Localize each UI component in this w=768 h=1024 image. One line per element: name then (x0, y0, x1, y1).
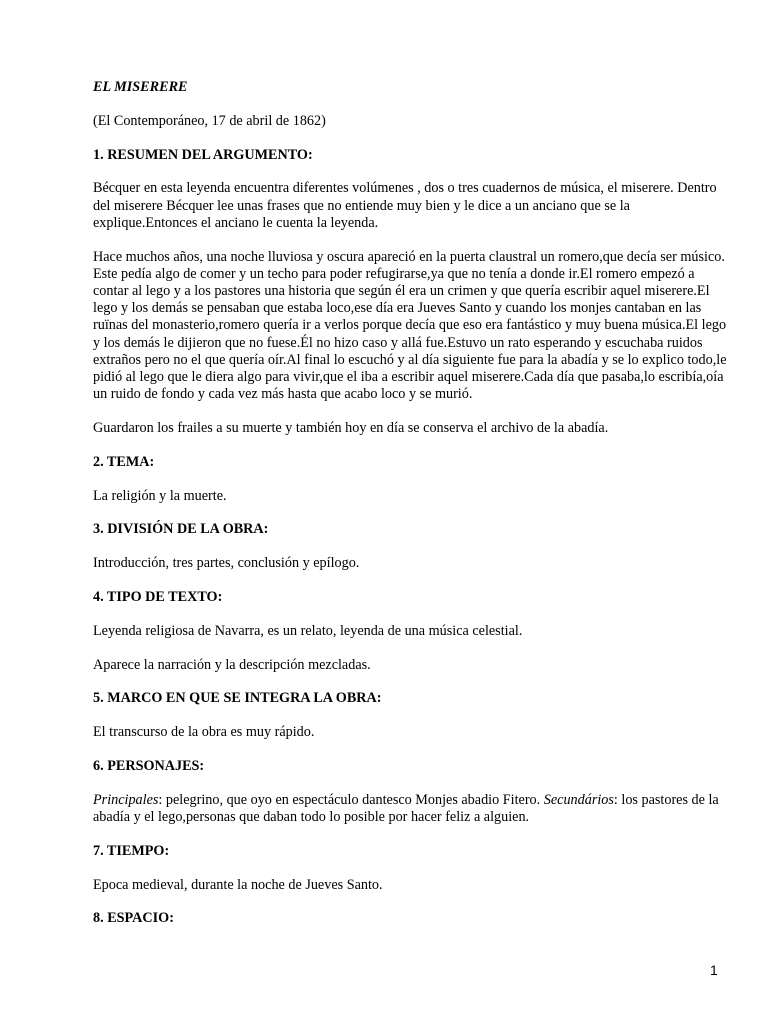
document-page (93, 79, 729, 944)
section-heading-resumen: 1. RESUMEN DEL ARGUMENTO: (93, 146, 313, 163)
section-heading-tipo: 4. TIPO DE TEXTO: (93, 589, 223, 605)
resumen-paragraph-1: Bécquer en esta leyenda encuentra diferentes volúmenes , dos o tres cuadernos de música, el miserere. Dentro del miserere Bécquer lee unas frases que no entiende muy bien y le dice a un anciano que se la explique.Entonces el anciano le cuenta la leyenda. (93, 180, 717, 231)
section-heading-tiempo: 7. TIEMPO: (93, 842, 170, 859)
tema-paragraph: La religión y la muerte. (93, 487, 227, 504)
secundarios-label: Secundários (543, 791, 614, 808)
source-line: (El Contemporáneo, 17 de abril de 1862) (93, 112, 326, 129)
page-number: 1 (710, 962, 718, 978)
secundarios-text: : los pastores de la abadía y el lego,personas que daban todo lo posible por hacer feliz a alguien. (93, 791, 719, 825)
section-heading-marco: 5. MARCO EN QUE SE INTEGRA LA OBRA: (93, 690, 382, 707)
tipo-paragraph-1: Leyenda religiosa de Navarra, es un relato, leyenda de una música celestial. (93, 622, 523, 639)
principales-text: : pelegrino, que oyo en espectáculo dantesco Monjes abadio Fitero. (158, 791, 544, 808)
section-heading-personajes: 6. PERSONAJES: (93, 757, 205, 774)
division-paragraph: Introducción, tres partes, conclusión y epílogo. (93, 555, 360, 572)
marco-paragraph: El transcurso de la obra es muy rápido. (93, 724, 315, 741)
resumen-paragraph-2: Hace muchos años, una noche lluviosa y oscura apareció en la puerta claustral un romero,que decía ser músico. Este pedía algo de comer y un techo para poder refugirarse,ya que no tenía a donde ir.El romero empezó a contar al lego y a los pastores una historia que según él era un crimen y que quería escribir aquel miserere.El lego y los demás se pensaban que estaba loco,ese día era Jueves Santo y cuando los monjes cantaban en las ruïnas del monasterio,romero quería ir a verlos porque decía que eso era fantástico y muy buena música.El lego y los demás le dijieron que no fuese.Él no hizo caso y allá fue.Estuvo un rato esperando y escuchaba ruidos extraños pero no el que quería oír.Al final lo escuchó y al día siguiente fue para la abadía y se lo explico todo,le pidió al lego que le diera algo para vivir,que el iba a escribir aquel miserere.Cada día que pasaba,lo escribía,oía un ruido de fondo y cada vez más hasta que acabo loco y se murió. (93, 248, 727, 403)
section-heading-tema: 2. TEMA: (93, 453, 155, 470)
tipo-paragraph-2: Aparece la narración y la descripción mezcladas. (93, 656, 371, 673)
personajes-paragraph (93, 792, 729, 826)
resumen-paragraph-3: Guardaron los frailes a su muerte y también hoy en día se conserva el archivo de la abadía. (93, 420, 609, 437)
tiempo-paragraph: Epoca medieval, durante la noche de Jueves Santo. (93, 876, 383, 893)
section-heading-division: 3. DIVISIÓN DE LA OBRA: (93, 521, 269, 538)
principales-label: Principales (93, 791, 159, 808)
document-title: EL MISERERE (93, 79, 188, 95)
section-heading-espacio: 8. ESPACIO: (93, 910, 174, 927)
